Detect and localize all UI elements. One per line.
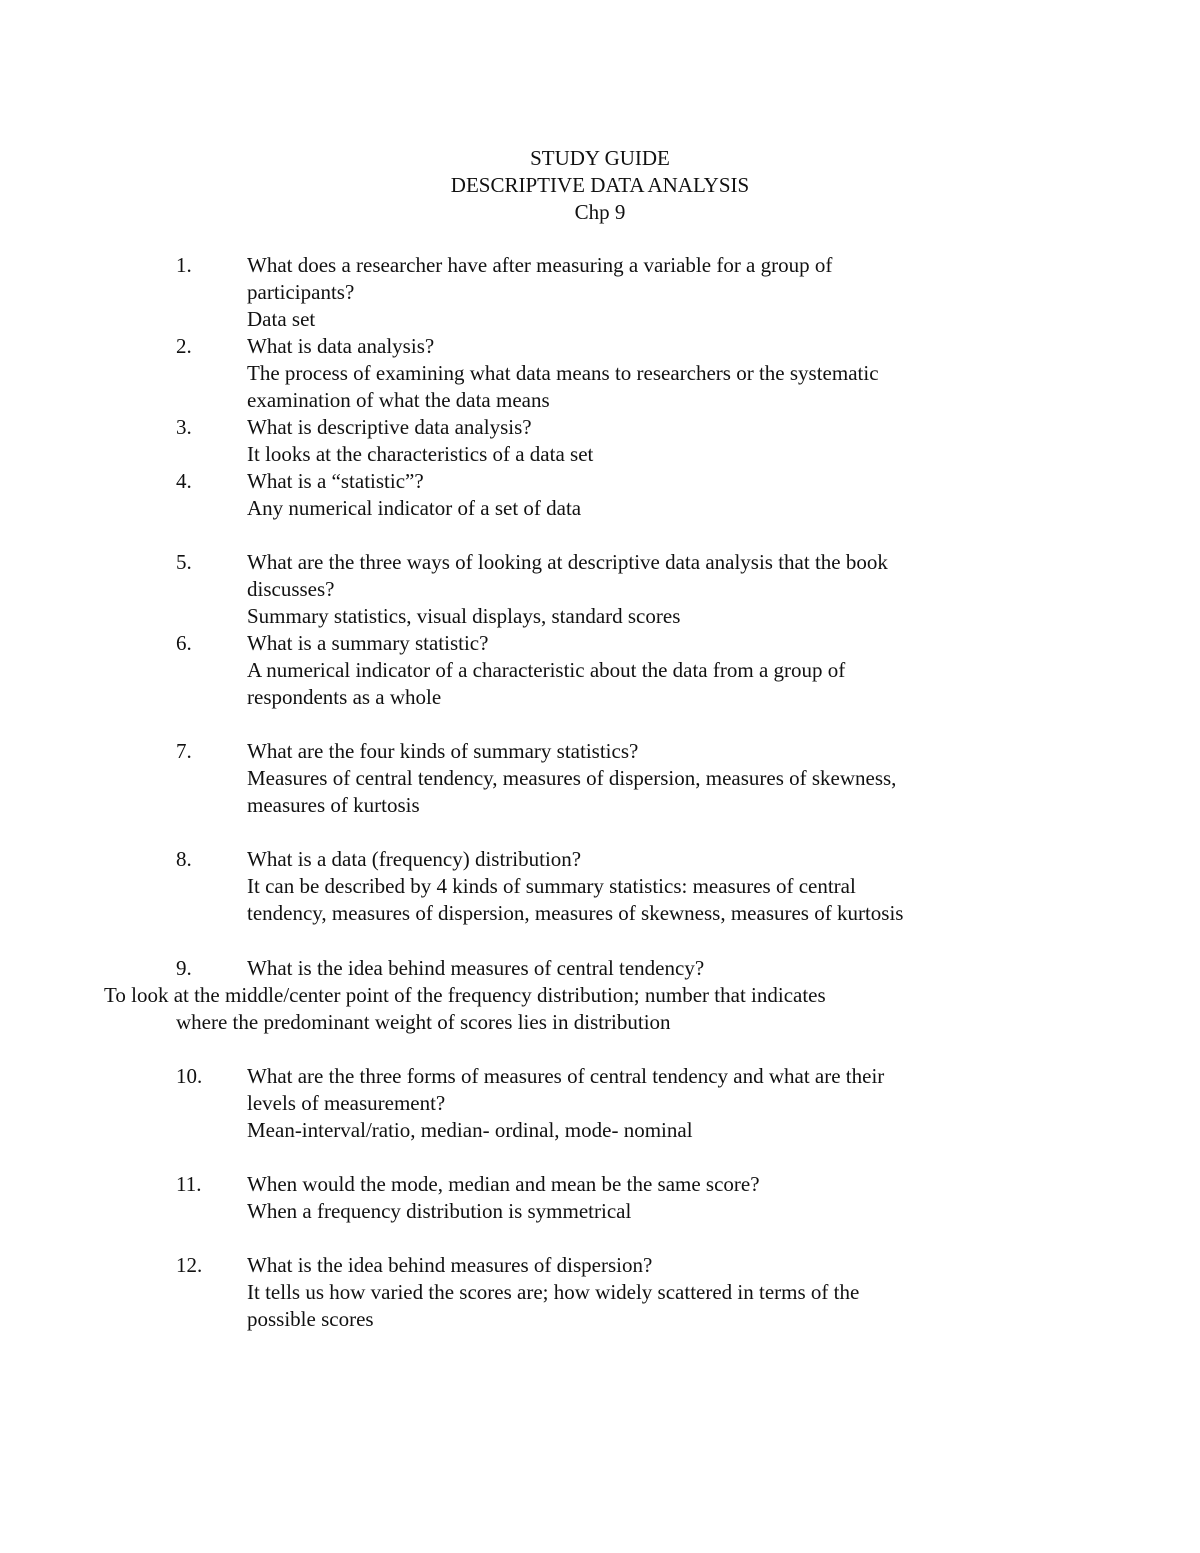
answer-line: When a frequency distribution is symmetrical: [247, 1199, 632, 1223]
list-item: [247, 738, 1047, 819]
question-line: participants?: [247, 280, 355, 304]
answer-line: measures of kurtosis: [247, 793, 420, 817]
item-number: 7.: [176, 739, 192, 763]
answer-line: It can be described by 4 kinds of summary statistics: measures of central: [247, 874, 856, 898]
document-header: [0, 145, 1200, 226]
answer-line: To look at the middle/center point of the frequency distribution; number that indicates: [104, 983, 826, 1007]
question-line: What are the three forms of measures of central tendency and what are their: [247, 1064, 885, 1088]
question-line: What is descriptive data analysis?: [247, 415, 532, 439]
item-number: 5.: [176, 550, 192, 574]
question-line: What is data analysis?: [247, 334, 435, 358]
answer-line: It tells us how varied the scores are; how widely scattered in terms of the: [247, 1280, 860, 1304]
answer-line: Measures of central tendency, measures of dispersion, measures of skewness,: [247, 766, 897, 790]
answer-line: Any numerical indicator of a set of data: [247, 496, 582, 520]
item-number: 12.: [176, 1253, 203, 1277]
answer-line: The process of examining what data means to researchers or the systematic: [247, 361, 879, 385]
answer-line: respondents as a whole: [247, 685, 442, 709]
list-item: [247, 333, 1047, 414]
answer-line: It looks at the characteristics of a data set: [247, 442, 594, 466]
list-item: [247, 252, 1047, 333]
list-item: [247, 630, 1047, 711]
item-number: 9.: [176, 956, 192, 980]
question-line: discusses?: [247, 577, 335, 601]
question-line: What are the four kinds of summary statistics?: [247, 739, 639, 763]
page-subtitle: DESCRIPTIVE DATA ANALYSIS: [450, 173, 750, 197]
item-number: 4.: [176, 469, 192, 493]
item-number: 11.: [176, 1172, 202, 1196]
answer-line: tendency, measures of dispersion, measures of skewness, measures of kurtosis: [247, 901, 904, 925]
question-line: What are the three ways of looking at descriptive data analysis that the book: [247, 550, 888, 574]
list-item: [247, 1171, 1047, 1225]
answer-line: A numerical indicator of a characteristic about the data from a group of: [247, 658, 846, 682]
question-line: What is a summary statistic?: [247, 631, 489, 655]
list-item: [247, 955, 1047, 982]
chapter-label: Chp 9: [574, 200, 626, 224]
answer-line: where the predominant weight of scores lies in distribution: [176, 1010, 671, 1034]
answer-block: [104, 982, 1104, 1036]
item-number: 3.: [176, 415, 192, 439]
item-number: 1.: [176, 253, 192, 277]
item-number: 2.: [176, 334, 192, 358]
list-item: [247, 1063, 1047, 1144]
answer-line: examination of what the data means: [247, 388, 550, 412]
question-line: What is the idea behind measures of dispersion?: [247, 1253, 653, 1277]
list-item: [247, 846, 1047, 927]
page-title: STUDY GUIDE: [530, 146, 670, 170]
answer-line: possible scores: [247, 1307, 374, 1331]
question-line: What is a “statistic”?: [247, 469, 424, 493]
question-line: When would the mode, median and mean be the same score?: [247, 1172, 760, 1196]
list-item: [247, 468, 1047, 522]
question-line: levels of measurement?: [247, 1091, 446, 1115]
question-line: What is a data (frequency) distribution?: [247, 847, 582, 871]
item-number: 10.: [176, 1064, 203, 1088]
item-number: 8.: [176, 847, 192, 871]
answer-line: Summary statistics, visual displays, standard scores: [247, 604, 681, 628]
list-item: [247, 414, 1047, 468]
list-item: [247, 549, 1047, 630]
list-item: [247, 1252, 1047, 1333]
answer-line: Data set: [247, 307, 316, 331]
question-line: What is the idea behind measures of central tendency?: [247, 956, 705, 980]
item-number: 6.: [176, 631, 192, 655]
answer-line: Mean-interval/ratio, median- ordinal, mode- nominal: [247, 1118, 693, 1142]
question-line: What does a researcher have after measuring a variable for a group of: [247, 253, 833, 277]
